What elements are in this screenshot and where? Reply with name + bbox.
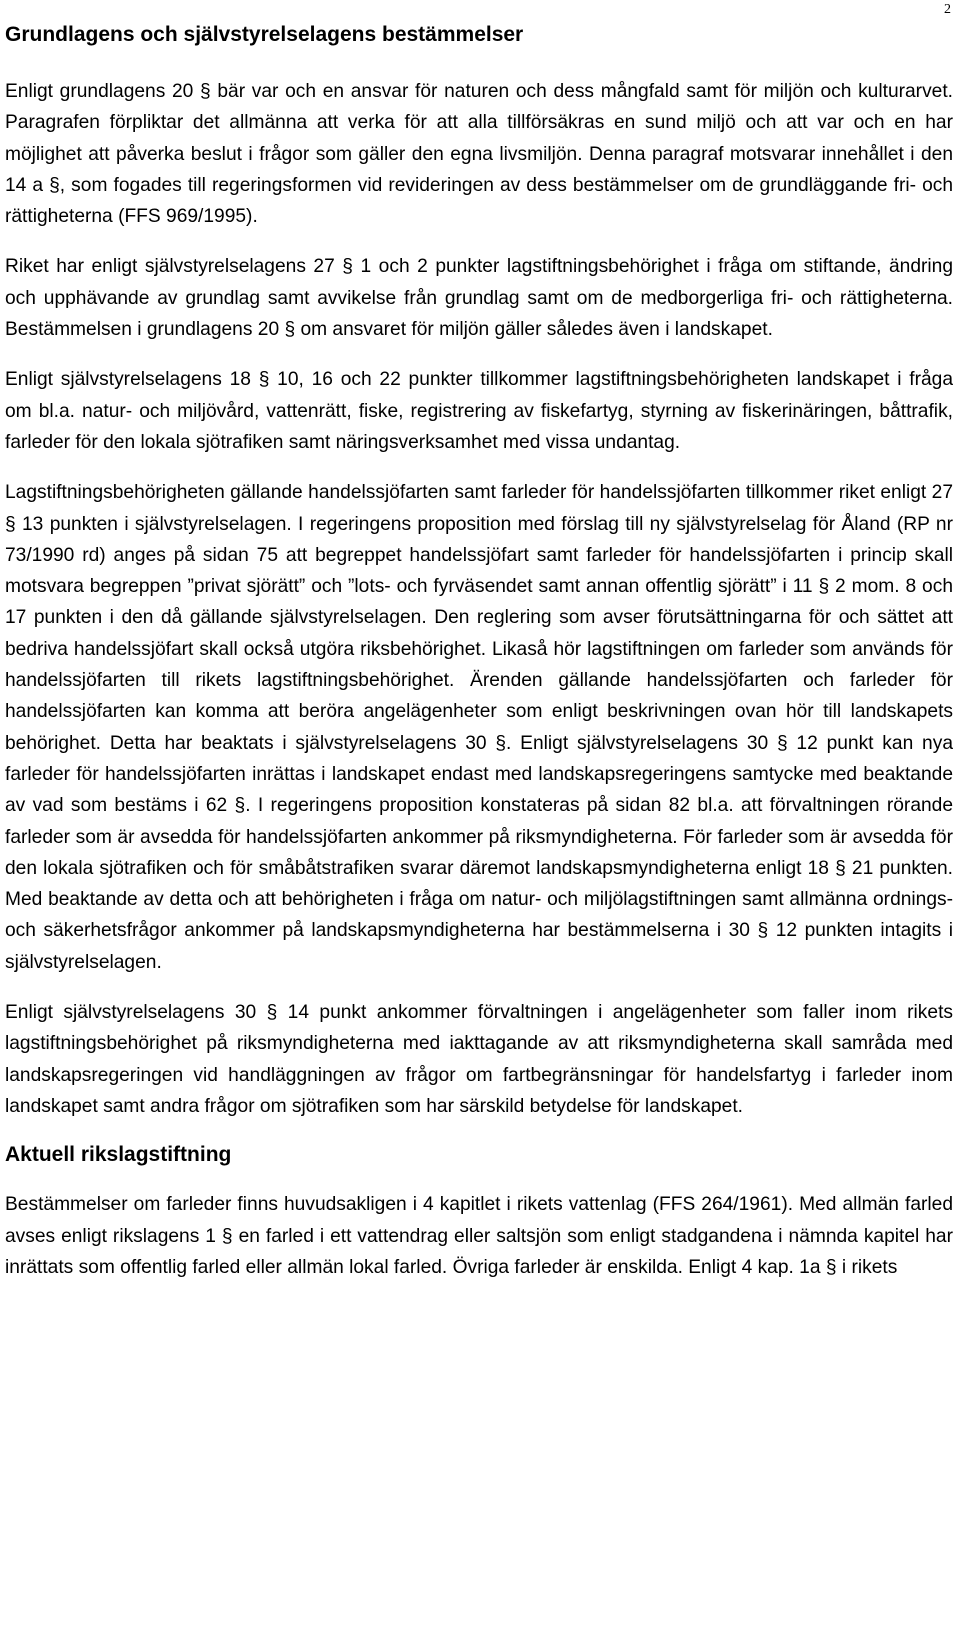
section-heading-aktuell-rikslagstiftning: Aktuell rikslagstiftning (5, 1143, 232, 1167)
paragraph: Enligt självstyrelselagens 30 § 14 punkt ankommer förvaltningen i angelägenheter som faller inom rikets lagstiftningsbehörighet på riksmyndigheterna med iakttagande av att riksmyndigheterna skall samråda med landskapsregeringen vid handläggningen av frågor om fartbegränsningar för handelsfartyg i farleder inom landskapet samt andra frågor om sjötrafiken som har särskild betydelse för landskapet. (5, 1002, 953, 1117)
paragraph: Enligt självstyrelselagens 18 § 10, 16 och 22 punkter tillkommer lagstiftningsbehörigheten landskapet i fråga om bl.a. natur- och miljövård, vattenrätt, fiske, registrering av fiskefartyg, styrning av fiskerinäringen, båttrafik, farleder för den lokala sjötrafiken samt näringsverksamhet med vissa undantag. (5, 369, 953, 453)
paragraph: Riket har enligt självstyrelselagens 27 § 1 och 2 punkter lagstiftningsbehörighet i fråga om stiftande, ändring och upphävande av grundlag samt avvikelse från grundlag samt om de medborgerliga fri- och rättigheterna. Bestämmelsen i grundlagens 20 § om ansvaret för miljön gäller således även i landskapet. (5, 256, 953, 341)
document-page (5, 0, 953, 1636)
paragraph: Bestämmelser om farleder finns huvudsakligen i 4 kapitlet i rikets vattenlag (FFS 264/1961). Med allmän farled avses enligt rikslagens 1 § en farled i ett vattendrag eller saltsjön som enligt stadgandena i nämnda kapitel har inrättats som offentlig farled eller allmän lokal farled. Övriga farleder är enskilda. Enligt 4 kap. 1a § i rikets (5, 1194, 953, 1278)
section-heading-grundlagens: Grundlagens och självstyrelselagens bestämmelser (5, 23, 524, 46)
section-heading-wrapper (5, 1141, 953, 1169)
paragraph: Enligt grundlagens 20 § bär var och en ansvar för naturen och dess mångfald samt för miljön och kulturarvet. Paragrafen förpliktar det allmänna att verka för att alla tillförsäkras en sund miljö och att var och en har möjlighet att påverka beslut i frågor som gäller den egna livsmiljön. Denna paragraf motsvarar innehållet i den 14 a §, som fogades till regeringsformen vid revideringen av dess bestämmelser om de grundläggande fri- och rättigheterna (FFS 969/1995). (5, 81, 953, 228)
page-number: 2 (944, 2, 951, 17)
paragraph: Lagstiftningsbehörigheten gällande handelssjöfarten samt farleder för handelssjöfarten tillkommer riket enligt 27 § 13 punkten i självstyrelselagen. I regeringens proposition med förslag till ny självstyrelselag för Åland (RP nr 73/1990 rd) anges på sidan 75 att begreppet handelssjöfart samt farleder för handelssjöfarten i princip skall motsvara begreppen ”privat sjörätt” och ”lots- och fyrväsendet samt annan offentlig sjörätt” i 11 § 2 mom. 8 och 17 punkten i den då gällande självstyrelselagen. Den reglering som avser förutsättningarna för och sättet att bedriva handelssjöfart skall också utgöra riksbehörighet. Likaså hör lagstiftningen om farleder som används för handelssjöfarten till rikets lagstiftningsbehörighet. Ärenden gällande handelssjöfarten och farleder för handelssjöfarten kan komma att beröra angelägenheter som enligt beskrivningen ovan hör till landskapets behörighet. Detta har beaktats i självstyrelselagens 30 §. Enligt självstyrelselagens 30 § 12 punkt kan nya farleder för handelssjöfarten inrättas i landskapet endast med landskapsregeringens samtycke med beaktande av vad som bestäms i 62 §. I regeringens proposition konstateras på sidan 82 bl.a. att förvaltningen rörande farleder som är avsedda för handelssjöfarten ankommer på riksmyndigheterna. För farleder som är avsedda för den lokala sjötrafiken och för småbåtstrafiken svarar däremot landskapsmyndigheterna enligt 18 § 21 punkten. Med beaktande av detta och att behörigheten i fråga om natur- och miljölagstiftningen samt allmänna ordnings- och säkerhetsfrågor ankommer på landskapsmyndigheterna har bestämmelserna i 30 § 12 punkten intagits i självstyrelselagen. (5, 482, 953, 973)
